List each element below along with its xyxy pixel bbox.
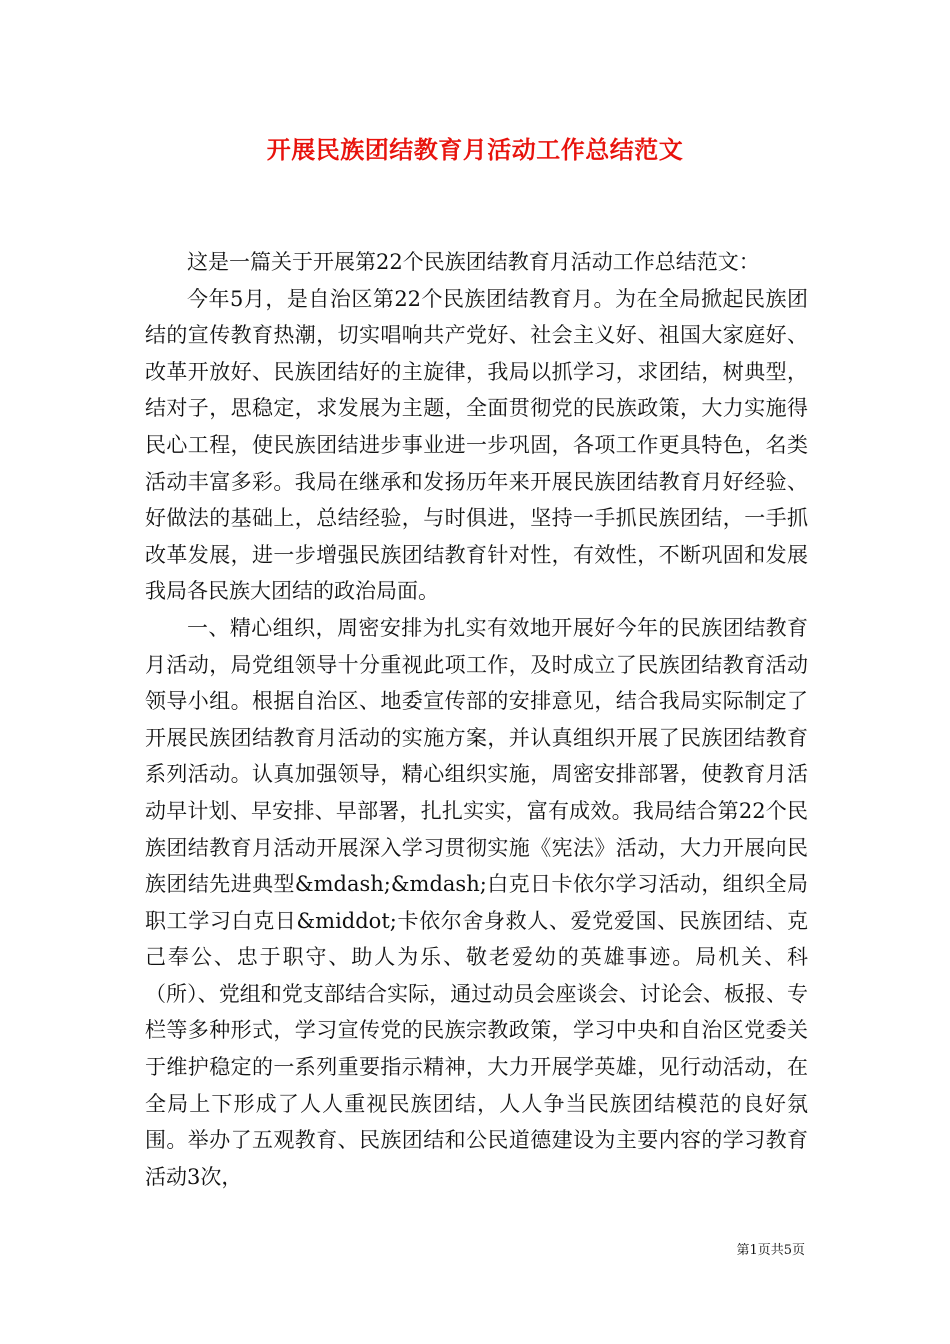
document-title: 开展民族团结教育月活动工作总结范文 <box>266 135 684 164</box>
paragraph-section-one: 一、精心组织，周密安排为扎实有效地开展好今年的民族团结教育月活动，局党组领导十分重视此项工作，及时成立了民族团结教育活动领导小组。根据自治区、地委宣传部的安排意见，结合我局实际制定了开展民族团结教育月活动的实施方案，并认真组织开展了民族团结教育系列活动。认真加强领导，精心组织实施，周密安排部署，使教育月活动早计划、早安排、早部署，扎扎实实，富有成效。我局结合第22个民族团结教育月活动开展深入学习贯彻实施《宪法》活动，大力开展向民族团结先进典型&mdash;&mdash;白克日卡依尔学习活动，组织全局职工学习白克日&middot;卡依尔舍身救人、爱党爱国、民族团结、克己奉公、忠于职守、助人为乐、敬老爱幼的英雄事迹。局机关、科（所）、党组和党支部结合实际，通过动员会座谈会、讨论会、板报、专栏等多种形式，学习宣传党的民族宗教政策，学习中央和自治区党委关于维护稳定的一系列重要指示精神，大力开展学英雄，见行动活动，在全局上下形成了人人重视民族团结，人人争当民族团结模范的良好氛围。举办了五观教育、民族团结和公民道德建设为主要内容的学习教育活动3次， <box>145 615 808 1189</box>
paragraph-intro: 这是一篇关于开展第22个民族团结教育月活动工作总结范文： <box>187 250 760 274</box>
page-number: 第1页共5页 <box>736 1243 805 1258</box>
paragraph-overview: 今年5月，是自治区第22个民族团结教育月。为在全局掀起民族团结的宣传教育热潮，切实唱响共产党好、社会主义好、祖国大家庭好、改革开放好、民族团结好的主旋律，我局以抓学习，求团结，树典型，结对子，思稳定，求发展为主题，全面贯彻党的民族政策，大力实施得民心工程，使民族团结进步事业进一步巩固，各项工作更具特色，名类活动丰富多彩。我局在继承和发扬历年来开展民族团结教育月好经验、好做法的基础上，总结经验，与时俱进，坚持一手抓民族团结，一手抓改革发展，进一步增强民族团结教育针对性，有效性，不断巩固和发展我局各民族大团结的政治局面。 <box>145 286 808 604</box>
document-body <box>145 244 808 1195</box>
